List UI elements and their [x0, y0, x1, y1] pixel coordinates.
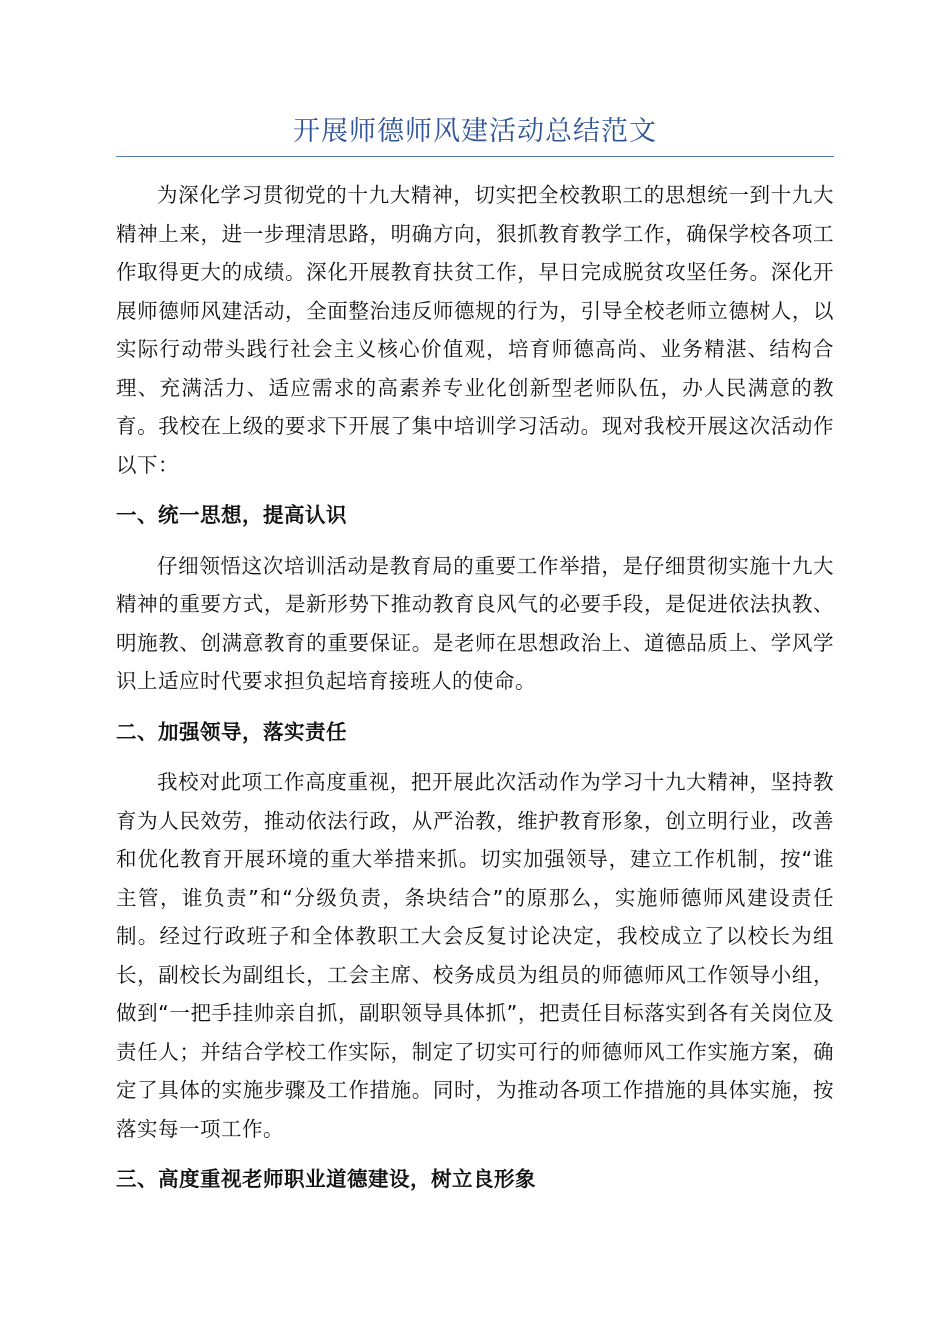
- document-body: [116, 176, 834, 1211]
- intro-paragraph: 为深化学习贯彻党的十九大精神，切实把全校教职工的思想统一到十九大精神上来，进一步理清思路，明确方向，狠抓教育教学工作，确保学校各项工作取得更大的成绩。深化开展教育扶贫工作，早日完成脱贫攻坚任务。深化开展师德师风建活动，全面整治违反师德规的行为，引导全校老师立德树人，以实际行动带头践行社会主义核心价值观，培育师德高尚、业务精湛、结构合理、充满活力、适应需求的高素养专业化创新型老师队伍，办人民满意的教育。我校在上级的要求下开展了集中培训学习活动。现对我校开展这次活动作以下：: [116, 183, 834, 477]
- section-paragraph-2: 我校对此项工作高度重视，把开展此次活动作为学习十九大精神，坚持教育为人民效劳，推动依法行政，从严治教，维护教育形象，创立明行业，改善和优化教育开展环境的重大举措来抓。切实加强领导，建立工作机制，按“谁主管，谁负责”和“分级负责，条块结合”的原那么，实施师德师风建设责任制。经过行政班子和全体教职工大会反复讨论决定，我校成立了以校长为组长，副校长为副组长，工会主席、校务成员为组员的师德师风工作领导小组，做到“一把手挂帅亲自抓，副职领导具体抓”，把责任目标落实到各有关岗位及责任人；并结合学校工作实际，制定了切实可行的师德师风工作实施方案，确定了具体的实施步骤及工作措施。同时，为推动各项工作措施的具体实施，按落实每一项工作。: [116, 770, 834, 1141]
- section-heading-2: 二、加强领导，落实责任: [116, 719, 347, 744]
- section-paragraph-1: 仔细领悟这次培训活动是教育局的重要工作举措，是仔细贯彻实施十九大精神的重要方式，是新形势下推动教育良风气的必要手段，是促进依法执教、明施教、创满意教育的重要保证。是老师在思想政治上、道德品质上、学风学识上适应时代要求担负起培育接班人的使命。: [116, 553, 834, 693]
- title-block: [116, 112, 834, 157]
- section-heading-1: 一、统一思想，提高认识: [116, 503, 347, 527]
- document-title: 开展师德师风建活动总结范文: [293, 116, 657, 147]
- section-heading-3: 三、高度重视老师职业道德建设，树立良形象: [116, 1167, 536, 1191]
